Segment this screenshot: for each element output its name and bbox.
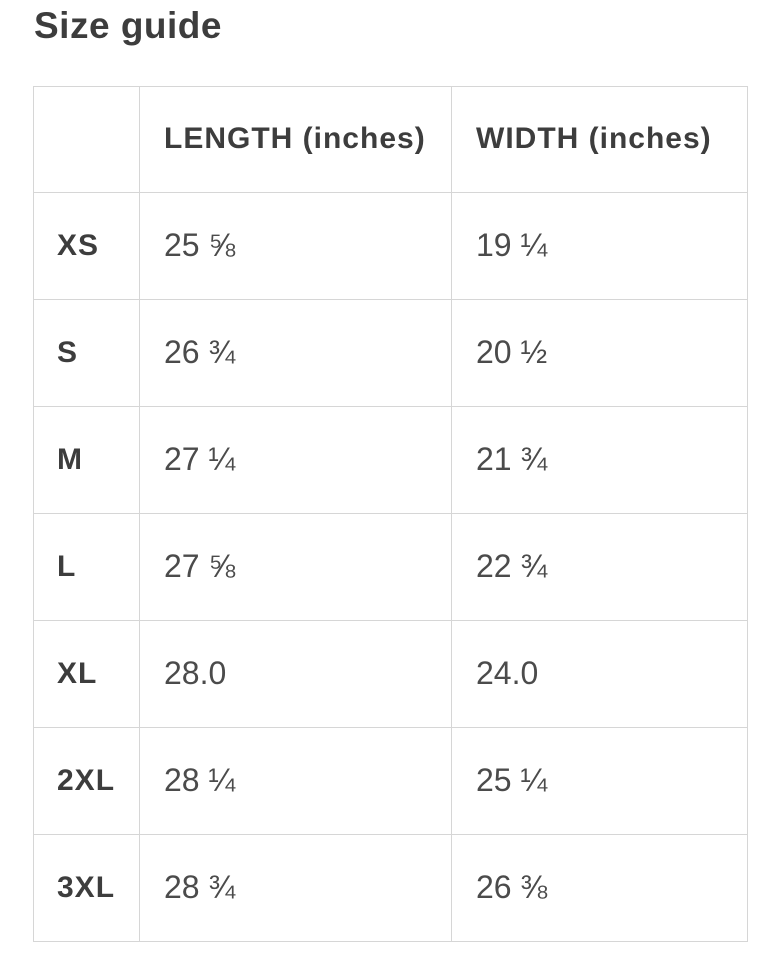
length-cell: 27 ¼ [140, 406, 452, 513]
size-guide-table [33, 86, 748, 942]
length-cell: 28 ¾ [140, 834, 452, 941]
size-cell: XL [34, 620, 140, 727]
width-cell: 19 ¼ [452, 192, 748, 299]
page-title: Size guide [34, 5, 222, 46]
width-cell: 25 ¼ [452, 727, 748, 834]
width-cell: 24.0 [452, 620, 748, 727]
column-header-width: WIDTH (inches) [452, 86, 748, 192]
length-cell: 28 ¼ [140, 727, 452, 834]
length-cell: 28.0 [140, 620, 452, 727]
width-cell: 22 ¾ [452, 513, 748, 620]
length-cell: 26 ¾ [140, 299, 452, 406]
table-row [34, 727, 748, 834]
column-header-size [34, 86, 140, 192]
table-row [34, 406, 748, 513]
length-cell: 27 ⅝ [140, 513, 452, 620]
table-header-row [34, 86, 748, 192]
width-cell: 20 ½ [452, 299, 748, 406]
length-cell: 25 ⅝ [140, 192, 452, 299]
size-cell: XS [34, 192, 140, 299]
table-row [34, 513, 748, 620]
width-cell: 21 ¾ [452, 406, 748, 513]
table-row [34, 192, 748, 299]
size-cell: 3XL [34, 834, 140, 941]
column-header-length: LENGTH (inches) [140, 86, 452, 192]
table-row [34, 620, 748, 727]
table-row [34, 834, 748, 941]
size-cell: L [34, 513, 140, 620]
width-cell: 26 ⅜ [452, 834, 748, 941]
size-cell: 2XL [34, 727, 140, 834]
table-row [34, 299, 748, 406]
size-cell: M [34, 406, 140, 513]
size-cell: S [34, 299, 140, 406]
